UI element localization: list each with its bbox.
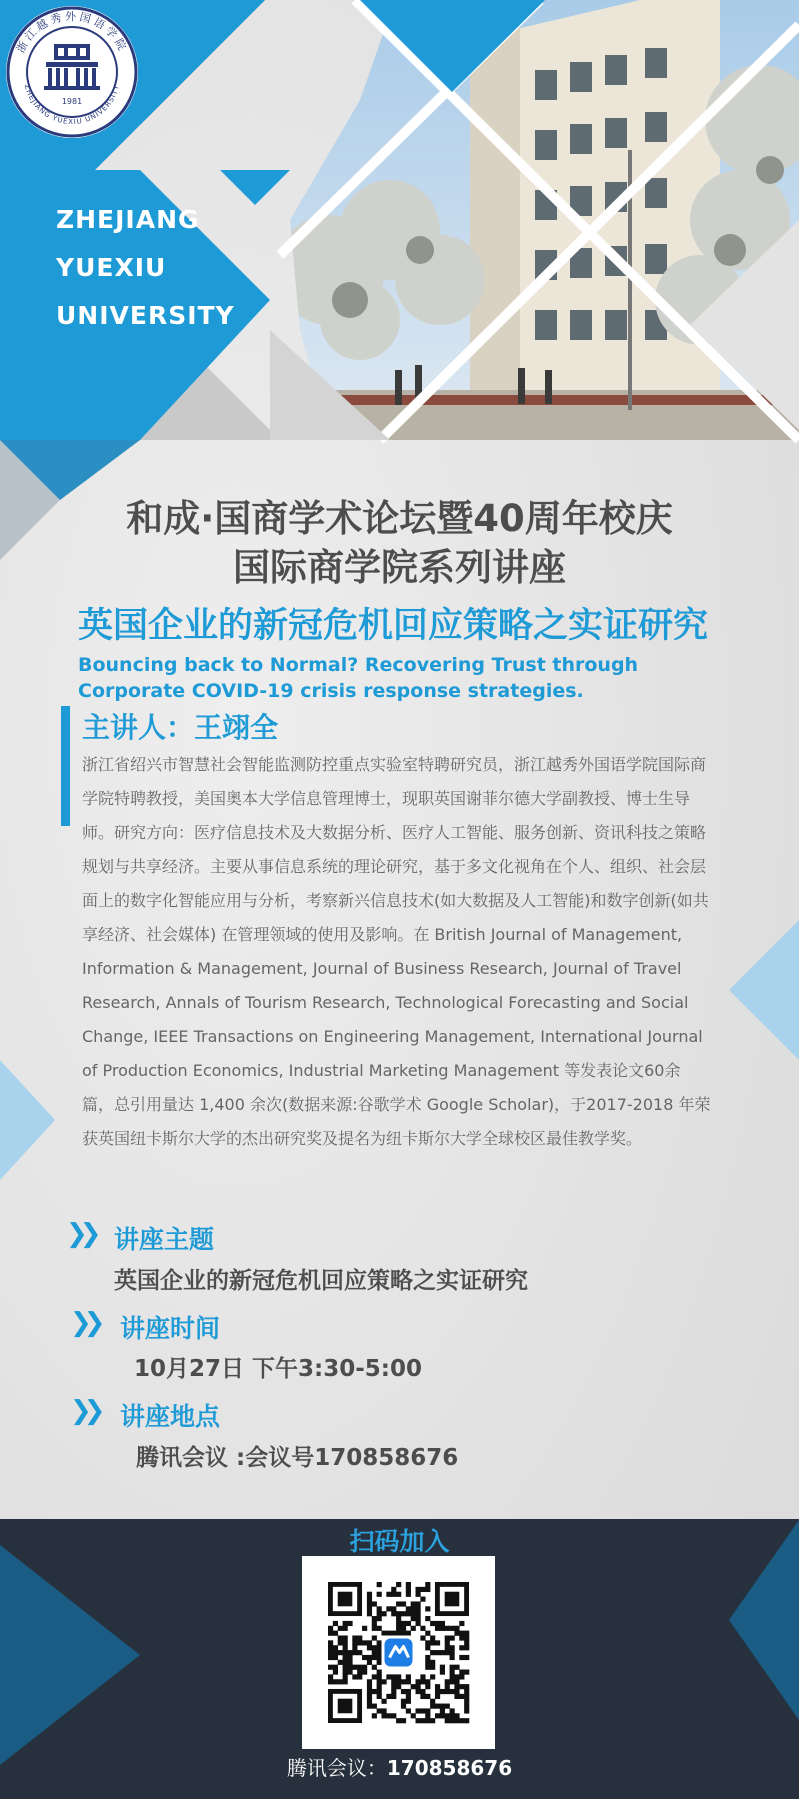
english-title bbox=[78, 652, 638, 704]
decor-triangle bbox=[729, 920, 799, 1060]
meeting-number: 170858676 bbox=[386, 1756, 513, 1780]
section-time-label: 讲座时间 bbox=[120, 1314, 221, 1343]
seal-ring-text-en: ZHEJIANG YUEXIU UNIVERSITY bbox=[22, 83, 122, 127]
double-chevron-right-icon: ❯❯ bbox=[70, 1396, 98, 1426]
decor-triangle bbox=[0, 1545, 140, 1765]
speaker-name: 主讲人：王翊全 bbox=[82, 711, 279, 744]
double-chevron-right-icon: ❯❯ bbox=[70, 1308, 98, 1338]
qr-code-graphic bbox=[302, 1556, 495, 1749]
series-title: 国际商学院系列讲座 bbox=[233, 546, 566, 589]
qr-code-icon[interactable] bbox=[302, 1556, 495, 1749]
meeting-info bbox=[0, 1752, 799, 1781]
section-topic-label: 讲座主题 bbox=[114, 1225, 215, 1254]
decor-triangle bbox=[0, 1060, 55, 1180]
section-venue-label: 讲座地点 bbox=[120, 1402, 221, 1431]
seal-year: 1981 bbox=[61, 97, 83, 106]
seal-ring-text: 浙江越秀外国语学院 bbox=[14, 10, 130, 56]
university-seal-icon bbox=[4, 4, 140, 140]
section-venue-value: 腾讯会议 :会议号170858676 bbox=[136, 1445, 459, 1471]
university-name bbox=[56, 196, 235, 340]
section-topic-value: 英国企业的新冠危机回应策略之实证研究 bbox=[114, 1268, 528, 1294]
scan-label: 扫码加入 bbox=[349, 1527, 450, 1556]
english-title-line: Corporate COVID-19 crisis response strategies. bbox=[78, 680, 584, 702]
university-name-line: ZHEJIANG bbox=[56, 205, 200, 234]
english-title-line: Bouncing back to Normal? Recovering Trust through bbox=[78, 654, 639, 676]
section-time-value: 10月27日 下午3:30-5:00 bbox=[134, 1356, 422, 1382]
lecture-title: 英国企业的新冠危机回应策略之实证研究 bbox=[78, 606, 709, 646]
speaker-bio: 浙江省绍兴市智慧社会智能监测防控重点实验室特聘研究员，浙江越秀外国语学院国际商学院特聘教授，美国奥本大学信息管理博士，现职英国谢菲尔德大学副教授、博士生导师。研究方向：医疗信息技术及大数据分析、医疗人工智能、服务创新、资讯科技之策略规划与共享经济。主要从事信息系统的理论研究，基于多文化视角在个人、组织、社会层面上的数字化智能应用与分析，考察新兴信息技术(如大数据及人工智能)和数字创新(如共享经济、社会媒体) 在管理领域的使用及影响。在 British Journal of Management, Information & Management, Journal of Business Research, Journal of Travel Research, Annals of Tourism Research, Technological Forecasting and Social Change, IEEE Transactions on Engineering Management, International Journal of Production Economics, Industrial Marketing Management 等发表论文60余篇，总引用量达 1,400 余次(数据来源:谷歌学术 Google Scholar)，于2017-2018 年荣获英国纽卡斯尔大学的杰出研究奖及提名为纽卡斯尔大学全球校区最佳教学奖。 bbox=[82, 755, 711, 1148]
title-block bbox=[0, 494, 799, 592]
university-name-line: YUEXIU bbox=[56, 253, 167, 282]
speaker-accent-bar bbox=[61, 706, 70, 826]
meeting-label: 腾讯会议： bbox=[286, 1756, 387, 1780]
campus-photo bbox=[275, 0, 799, 440]
forum-title: 和成·国商学术论坛暨40周年校庆 bbox=[126, 497, 673, 540]
double-chevron-right-icon: ❯❯ bbox=[66, 1219, 94, 1249]
university-name-line: UNIVERSITY bbox=[56, 301, 235, 330]
